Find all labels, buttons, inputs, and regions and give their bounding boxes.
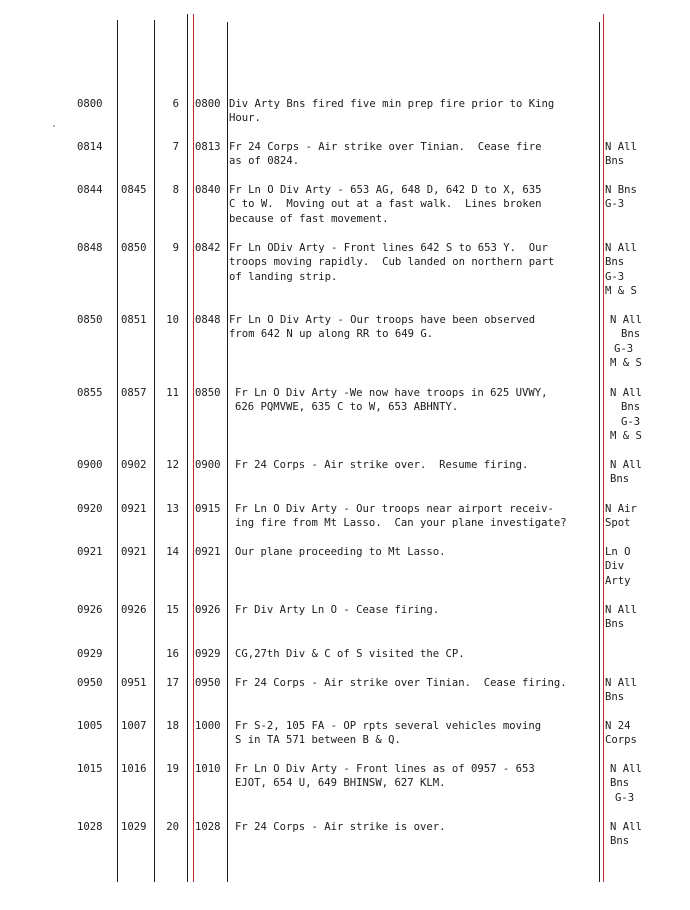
message-text [235, 502, 567, 531]
message-text [235, 820, 445, 834]
message-text [235, 676, 567, 690]
distribution-line: Bns [605, 155, 625, 168]
distribution-line: N Air [605, 503, 637, 515]
message-time: 0900 [195, 459, 221, 471]
distribution-line: Bns [621, 401, 641, 414]
message-line: Fr Ln O Div Arty -We now have troops in 625 UVWY, [235, 387, 548, 399]
serial-number: 14 [166, 546, 179, 558]
message-line: Fr 24 Corps - Air strike over Tinian. Cease fire [229, 141, 542, 153]
distribution [605, 719, 637, 748]
distribution-line: Bns [610, 835, 630, 848]
distribution [610, 762, 642, 805]
distribution-line: N All [610, 387, 642, 399]
message-time: 0915 [195, 503, 221, 515]
distribution [610, 820, 642, 849]
distribution-line: M & S [610, 430, 642, 443]
serial-number: 18 [166, 720, 179, 732]
distribution-line: M & S [610, 357, 642, 370]
message-line: as of 0824. [229, 155, 300, 168]
distribution-line: N All [605, 677, 637, 689]
message-time: 0842 [195, 242, 221, 254]
serial-number: 11 [166, 387, 179, 399]
time-out: 0902 [121, 459, 147, 471]
message-line: Hour. [229, 112, 261, 125]
distribution-line: Spot [605, 517, 631, 530]
message-line: because of fast movement. [229, 212, 389, 225]
time-in: 0921 [77, 546, 103, 558]
serial-number: 15 [166, 604, 179, 616]
message-line: EJOT, 654 U, 649 BHINSW, 627 KLM. [235, 777, 446, 790]
message-time: 1000 [195, 720, 221, 732]
message-text [235, 458, 528, 472]
distribution [605, 183, 637, 212]
serial-number: 8 [172, 184, 179, 196]
time-in: 0950 [77, 677, 103, 689]
message-line: Fr 24 Corps - Air strike over. Resume firing. [235, 459, 529, 471]
distribution [610, 313, 642, 371]
message-line: troops moving rapidly. Cub landed on northern part [229, 256, 555, 269]
column-rule-time-message-2 [227, 22, 228, 882]
message-line: C to W. Moving out at a fast walk. Lines broken [229, 198, 542, 211]
time-out: 0845 [121, 184, 147, 196]
distribution-line: Bns [605, 256, 625, 269]
message-text [235, 545, 445, 559]
message-time: 0921 [195, 546, 221, 558]
serial-number: 10 [166, 314, 179, 326]
time-in: 0844 [77, 184, 103, 196]
message-time: 0840 [195, 184, 221, 196]
distribution-line: G-3 [614, 342, 634, 355]
distribution [605, 502, 637, 531]
time-out: 1029 [121, 821, 147, 833]
serial-number: 13 [166, 503, 179, 515]
message-line: Fr Div Arty Ln O - Cease firing. [235, 604, 440, 616]
distribution-line: Arty [605, 574, 631, 587]
message-time: 1010 [195, 763, 221, 775]
message-line: CG,27th Div & C of S visited the CP. [235, 648, 465, 660]
message-line: of landing strip. [229, 270, 338, 283]
column-rule-distribution [603, 14, 604, 882]
distribution-line: N All [605, 242, 637, 254]
serial-number: 20 [166, 821, 179, 833]
serial-number: 12 [166, 459, 179, 471]
time-in: 1015 [77, 763, 103, 775]
message-line: S in TA 571 between B & Q. [235, 734, 401, 747]
message-line: Fr Ln O Div Arty - Front lines as of 0957 - 653 [235, 763, 535, 775]
message-time: 1028 [195, 821, 221, 833]
distribution-line: N All [605, 141, 637, 153]
time-in: 0800 [77, 98, 103, 110]
distribution [605, 140, 637, 169]
message-text [235, 762, 535, 791]
message-time: 0929 [195, 648, 221, 660]
distribution-line: Bns [605, 691, 625, 704]
serial-number: 19 [166, 763, 179, 775]
distribution [605, 603, 637, 632]
message-text [229, 183, 542, 226]
distribution [605, 676, 637, 705]
distribution [605, 545, 631, 588]
message-time: 0850 [195, 387, 221, 399]
distribution-line: G-3 [605, 198, 625, 211]
time-in: 0848 [77, 242, 103, 254]
distribution [610, 458, 642, 487]
message-line: Div Arty Bns fired five min prep fire prior to King [229, 98, 555, 110]
distribution-line: G-3 [605, 270, 625, 283]
time-out: 0857 [121, 387, 147, 399]
distribution-line: Corps [605, 734, 637, 747]
message-text [235, 386, 548, 415]
message-line: 626 PQMVWE, 635 C to W, 653 ABHNTY. [235, 401, 459, 414]
message-line: from 642 N up along RR to 649 G. [229, 328, 434, 341]
distribution-line: Bns [610, 777, 630, 790]
distribution-line: N All [610, 821, 642, 833]
time-out: 0850 [121, 242, 147, 254]
message-text [229, 97, 554, 126]
message-line: Fr 24 Corps - Air strike over Tinian. Cease firing. [235, 677, 567, 689]
serial-number: 7 [172, 141, 179, 153]
time-out: 1007 [121, 720, 147, 732]
distribution-line: Bns [610, 473, 630, 486]
message-line: Fr S-2, 105 FA - OP rpts several vehicles moving [235, 720, 542, 732]
message-text [235, 603, 439, 617]
column-rule-in-out [117, 20, 118, 882]
distribution-line: Bns [605, 618, 625, 631]
message-line: Our plane proceeding to Mt Lasso. [235, 546, 446, 558]
message-time: 0800 [195, 98, 221, 110]
message-text [229, 313, 535, 342]
time-out: 0921 [121, 546, 147, 558]
time-in: 1005 [77, 720, 103, 732]
message-text [235, 719, 541, 748]
message-line: Fr Ln O Div Arty - 653 AG, 648 D, 642 D to X, 635 [229, 184, 542, 196]
distribution-line: Ln O [605, 546, 631, 558]
message-line: Fr Ln O Div Arty - Our troops have been observed [229, 314, 536, 326]
column-rule-out-serial [154, 20, 155, 882]
time-out: 0921 [121, 503, 147, 515]
serial-number: 6 [172, 98, 179, 110]
message-text [229, 241, 554, 284]
time-in: 0929 [77, 648, 103, 660]
scan-speck [53, 125, 55, 127]
message-text [229, 140, 542, 169]
message-time: 0848 [195, 314, 221, 326]
message-line: Fr 24 Corps - Air strike is over. [235, 821, 446, 833]
time-in: 0926 [77, 604, 103, 616]
message-line: Fr Ln ODiv Arty - Front lines 642 S to 653 Y. Our [229, 242, 548, 254]
time-in: 0920 [77, 503, 103, 515]
time-out: 0851 [121, 314, 147, 326]
distribution-line: N 24 [605, 720, 631, 732]
distribution-line: Bns [621, 328, 641, 341]
message-text [235, 647, 465, 661]
time-in: 0855 [77, 387, 103, 399]
column-rule-time-message [193, 14, 194, 882]
distribution [605, 241, 637, 299]
column-rule-serial-time [187, 14, 188, 882]
time-out: 0926 [121, 604, 147, 616]
serial-number: 17 [166, 677, 179, 689]
distribution-line: N All [610, 314, 642, 326]
message-time: 0813 [195, 141, 221, 153]
distribution-line: M & S [605, 285, 637, 298]
serial-number: 16 [166, 648, 179, 660]
distribution-line: Div [605, 560, 625, 573]
distribution-line: G-3 [615, 791, 635, 804]
distribution-line: G-3 [621, 415, 641, 428]
time-out: 0951 [121, 677, 147, 689]
time-in: 0900 [77, 459, 103, 471]
time-out: 1016 [121, 763, 147, 775]
message-time: 0926 [195, 604, 221, 616]
distribution [610, 386, 642, 444]
distribution-line: N Bns [605, 184, 637, 196]
serial-number: 9 [172, 242, 179, 254]
message-time: 0950 [195, 677, 221, 689]
time-in: 0814 [77, 141, 103, 153]
column-rule-message-distribution [599, 22, 600, 882]
message-line: ing fire from Mt Lasso. Can your plane investigate? [235, 517, 567, 530]
message-line: Fr Ln O Div Arty - Our troops near airport receiv- [235, 503, 554, 515]
time-in: 1028 [77, 821, 103, 833]
time-in: 0850 [77, 314, 103, 326]
distribution-line: N All [610, 763, 642, 775]
distribution-line: N All [610, 459, 642, 471]
distribution-line: N All [605, 604, 637, 616]
